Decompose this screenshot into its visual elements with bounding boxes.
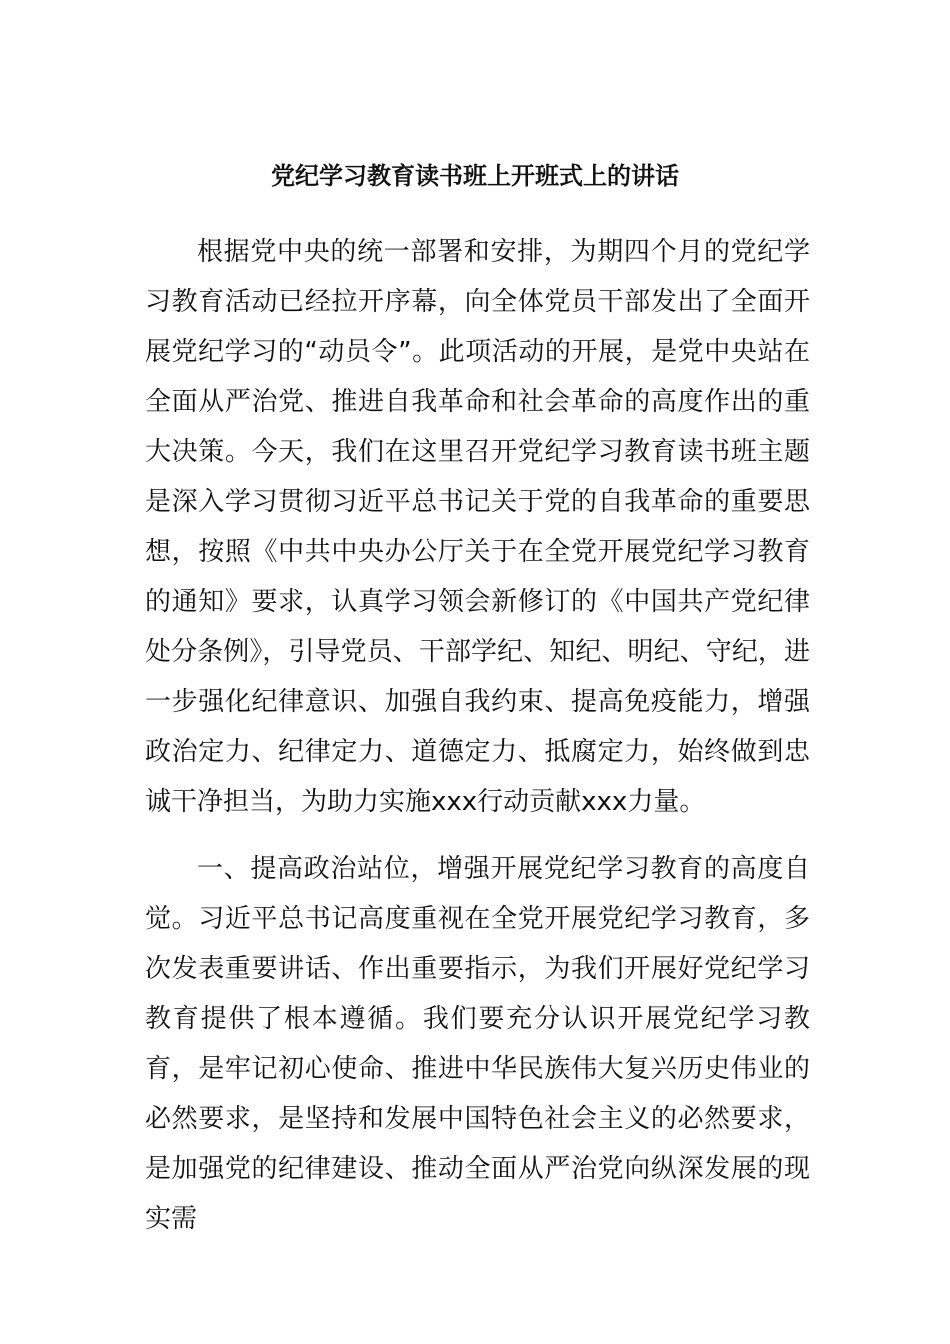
paragraph-intro: 根据党中央的统一部署和安排，为期四个月的党纪学习教育活动已经拉开序幕，向全体党员干部发出了全面开展党纪学习的“动员令”。此项活动的开展，是党中央站在全面从严治党、推进自我革命和社会革命的高度作出的重大决策。今天，我们在这里召开党纪学习教育读书班主题是深入学习贯彻习近平总书记关于党的自我革命的重要思想，按照《中共中央办公厅关于在全党开展党纪学习教育的通知》要求，认真学习领会新修订的《中国共产党纪律处分条例》，引导党员、干部学纪、知纪、明纪、守纪，进一步强化纪律意识、加强自我约束、提高免疫能力，增强政治定力、纪律定力、道德定力、抵腐定力，始终做到忠诚干净担当，为助力实施xxx行动贡献xxx力量。 xyxy=(145,237,810,817)
document-title: 党纪学习教育读书班上开班式上的讲话 xyxy=(271,162,679,190)
paragraph-section-one: 一、提高政治站位，增强开展党纪学习教育的高度自觉。习近平总书记高度重视在全党开展党纪学习教育，多次发表重要讲话、作出重要指示，为我们开展好党纪学习教育提供了根本遵循。我们要充分认识开展党纪学习教育，是牢记初心使命、推进中华民族伟大复兴历史伟业的必然要求，是坚持和发展中国特色社会主义的必然要求，是加强党的纪律建设、推动全面从严治党向纵深发展的现实需 xyxy=(145,854,810,1234)
